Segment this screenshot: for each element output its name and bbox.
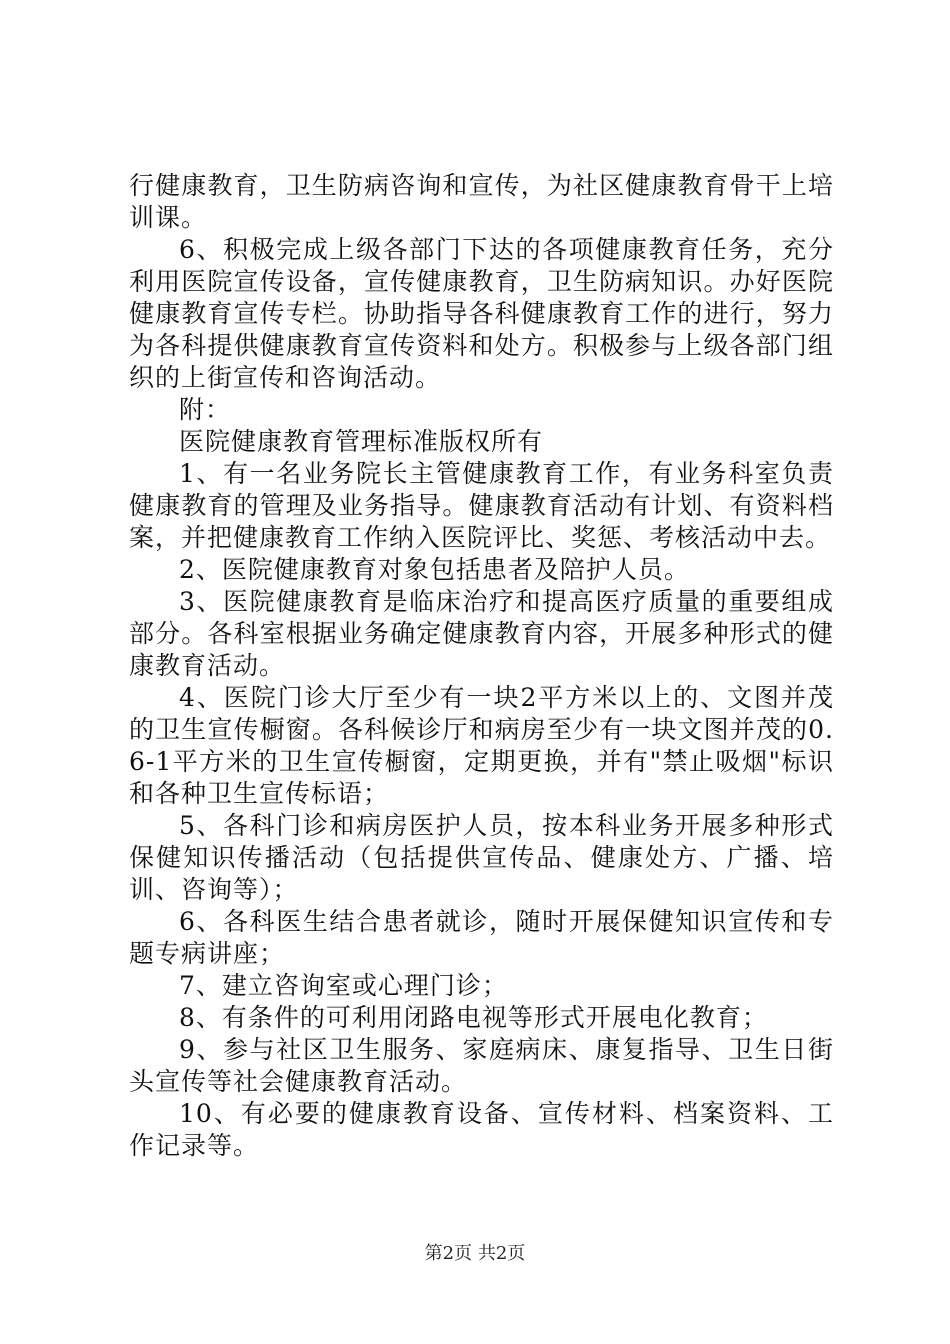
paragraph-continuation: 行健康教育，卫生防病咨询和宣传，为社区健康教育骨干上培训课。 (129, 171, 834, 232)
paragraph-standard-4: 4、医院门诊大厅至少有一块2平方米以上的、文图并茂的卫生宣传橱窗。各科候诊厅和病房至少有一块文图并茂的0.6-1平方米的卫生宣传橱窗，定期更换，并有"禁止吸烟"标识和各种卫生宣传标语； (129, 683, 834, 808)
paragraph-standard-1: 1、有一名业务院长主管健康教育工作，有业务科室负责健康教育的管理及业务指导。健康教育活动有计划、有资料档案，并把健康教育工作纳入医院评比、奖惩、考核活动中去。 (129, 459, 834, 552)
paragraph-standard-6: 6、各科医生结合患者就诊，随时开展保健知识宣传和专题专病讲座； (129, 907, 834, 968)
paragraph-standard-2: 2、医院健康教育对象包括患者及陪护人员。 (179, 555, 690, 584)
paragraph-standard-10: 10、有必要的健康教育设备、宣传材料、档案资料、工作记录等。 (129, 1099, 834, 1160)
document-body (129, 170, 834, 1162)
paragraph-standard-9: 9、参与社区卫生服务、家庭病床、康复指导、卫生日街头宣传等社会健康教育活动。 (129, 1035, 834, 1096)
page-number-footer: 第2页 共2页 (424, 1243, 526, 1264)
paragraph-standard-5: 5、各科门诊和病房医护人员，按本科业务开展多种形式保健知识传播活动（包括提供宣传品、健康处方、广播、培训、咨询等）； (129, 811, 834, 904)
paragraph-standard-7: 7、建立咨询室或心理门诊； (179, 971, 508, 1000)
paragraph-appendix-label: 附： (179, 395, 232, 424)
paragraph-item-6-tasks: 6、积极完成上级各部门下达的各项健康教育任务，充分利用医院宣传设备，宣传健康教育，卫生防病知识。办好医院健康教育宣传专栏。协助指导各科健康教育工作的进行，努力为各科提供健康教育宣传资料和处方。积极参与上级各部门组织的上街宣传和咨询活动。 (129, 235, 834, 392)
paragraph-standard-3: 3、医院健康教育是临床治疗和提高医疗质量的重要组成部分。各科室根据业务确定健康教育内容，开展多种形式的健康教育活动。 (129, 587, 834, 680)
paragraph-standard-8: 8、有条件的可利用闭路电视等形式开展电化教育； (179, 1003, 768, 1032)
paragraph-standard-title: 医院健康教育管理标准版权所有 (179, 427, 544, 456)
